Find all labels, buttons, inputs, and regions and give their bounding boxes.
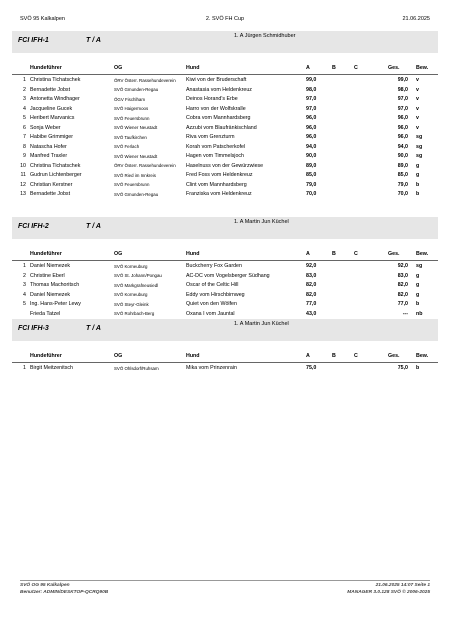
dog-name: Oxana I vom Jauntal xyxy=(186,310,235,317)
footer-club: SVÖ OG 95 Kalkalpen xyxy=(20,583,70,588)
score-a: 83,0 xyxy=(306,272,317,279)
footer-timestamp-page: 21.06.2025 14:07 Seite 1 xyxy=(375,583,430,588)
table-row xyxy=(12,189,438,199)
dog-name: Riva vom Grenzturm xyxy=(186,134,235,140)
score-a: 98,0 xyxy=(306,86,317,93)
col-bew: Bew. xyxy=(416,65,429,71)
col-a: A xyxy=(306,251,310,257)
page-header xyxy=(20,16,430,26)
score-a: 82,0 xyxy=(306,282,317,288)
table-row xyxy=(12,170,438,180)
footer-divider xyxy=(20,580,430,581)
dog-name: Harro von der Wolfskralle xyxy=(186,105,246,112)
score-total: 79,0 xyxy=(397,181,408,188)
handler-name: Natascha Hofer xyxy=(30,143,67,150)
table-row xyxy=(12,290,438,300)
dog-name: Kiwi von der Bruderschaft xyxy=(186,77,247,83)
judge-name: 1. A Martin Jun Küchel xyxy=(234,321,289,327)
rank: 4 xyxy=(23,105,26,112)
handler-name: Bernadette Jobst xyxy=(30,86,71,93)
table-row xyxy=(12,113,438,123)
rank: 7 xyxy=(23,134,26,140)
class-section xyxy=(12,31,438,199)
score-total: 90,0 xyxy=(397,153,408,159)
col-hundefuehrer: Hundeführer xyxy=(30,65,62,71)
rating: v xyxy=(416,96,419,102)
judge-name: 1. A Martin Jun Küchel xyxy=(234,219,289,225)
col-c: C xyxy=(354,353,358,359)
table-row xyxy=(12,123,438,133)
table-row xyxy=(12,132,438,142)
rating: g xyxy=(416,272,420,279)
rank: 1 xyxy=(23,263,26,269)
table-row xyxy=(12,363,438,373)
dog-name: Anastasia vom Heldenkreuz xyxy=(186,86,252,93)
rating: b xyxy=(416,301,420,307)
footer-software: MANAGER 3.0.128 SVÖ © 2006-2025 xyxy=(347,590,430,595)
score-a: 97,0 xyxy=(306,105,317,112)
score-total: 82,0 xyxy=(397,282,408,288)
dog-name: AC-DC vom Vogelsberger Südhang xyxy=(186,272,270,279)
club-og: SVÖ Korneuburg xyxy=(114,263,148,269)
handler-name: Birgit Meitzenitsch xyxy=(30,365,73,371)
col-og: OG xyxy=(114,65,123,71)
rating: g xyxy=(416,162,420,169)
rating: sg xyxy=(416,143,423,150)
class-subtitle: T / A xyxy=(86,223,101,230)
club-og: SVÖ Steyr-Gleink xyxy=(114,301,149,307)
rating: sg xyxy=(416,263,423,269)
club-og: SVÖ Korneuburg xyxy=(114,292,148,298)
handler-name: Daniel Niemezek xyxy=(30,263,71,269)
handler-name: Sonja Weber xyxy=(30,124,61,131)
rank: 8 xyxy=(23,143,26,150)
club-og: SVÖ Rohrbach-Berg xyxy=(114,311,155,317)
table-row xyxy=(12,94,438,104)
dog-name: Oscar of the Celtic Hill xyxy=(186,282,239,288)
club-og: SVÖ Feuersbrunn xyxy=(114,115,150,121)
rank: 5 xyxy=(23,301,26,307)
dog-name: Clint vom Mannhardsberg xyxy=(186,181,247,188)
score-total: 82,0 xyxy=(397,291,408,298)
event-date: 21.06.2025 xyxy=(402,16,430,22)
score-total: 75,0 xyxy=(397,365,408,371)
score-a: 77,0 xyxy=(306,301,317,307)
judge-name: 1. A Jürgen Schmidhuber xyxy=(234,33,296,39)
rating: b xyxy=(416,191,420,197)
table-row xyxy=(12,261,438,271)
table-row xyxy=(12,142,438,152)
rating: v xyxy=(416,115,419,121)
club-og: SVÖ St. Johann/Pongau xyxy=(114,273,162,279)
rank: 12 xyxy=(20,181,26,188)
dog-name: Hagen vom Timmelsjoch xyxy=(186,153,244,159)
col-b: B xyxy=(332,353,336,359)
dog-name: Haselnuss von der Gewürzwiese xyxy=(186,162,264,169)
col-og: OG xyxy=(114,251,123,257)
handler-name: Christian Kerstner xyxy=(30,181,73,188)
score-total: 97,0 xyxy=(397,96,408,102)
score-a: 99,0 xyxy=(306,77,317,83)
score-a: 96,0 xyxy=(306,115,317,121)
table-row xyxy=(12,161,438,171)
rank: 3 xyxy=(23,282,26,288)
score-total: 94,0 xyxy=(397,143,408,150)
score-a: 89,0 xyxy=(306,162,317,169)
table-row xyxy=(12,75,438,85)
col-bew: Bew. xyxy=(416,353,429,359)
footer-user: Benutzer: ADMIN/DESKTOP-QCRQ90B xyxy=(20,590,109,595)
rank: 4 xyxy=(23,291,26,298)
club-og: ÖRV Österr. Rassehundeverein xyxy=(114,163,176,169)
dog-name: Buckcherry Fox Garden xyxy=(186,263,242,269)
score-total: 89,0 xyxy=(397,162,408,169)
rating: sg xyxy=(416,153,423,159)
rating: g xyxy=(416,291,420,298)
class-name: FCI IFH-2 xyxy=(18,223,49,230)
handler-name: Ing. Hans-Peter Lewy xyxy=(30,301,81,307)
handler-name: Frieda Tatzel xyxy=(30,310,61,317)
club-og: SVÖ Gmunden-Regau xyxy=(114,87,159,93)
club-og: SVÖ Ferlach xyxy=(114,144,140,150)
score-a: 43,0 xyxy=(306,310,317,317)
rank: 2 xyxy=(23,272,26,279)
club-og: SVÖ Gmunden-Regau xyxy=(114,191,159,197)
dog-name: Quiet von den Wölfen xyxy=(186,301,237,307)
club-og: SVÖ Ried im Innkreis xyxy=(114,172,156,178)
handler-name: Christine Eberl xyxy=(30,272,65,279)
club-og: SVÖ Ohlsdorf/Ruhsam xyxy=(114,365,159,371)
class-section xyxy=(12,319,438,373)
rank: 11 xyxy=(20,172,26,178)
club-og: ÖGV Fischlham xyxy=(114,96,145,102)
handler-name: Bernadette Jobst xyxy=(30,191,71,197)
class-header-band xyxy=(12,319,438,341)
col-a: A xyxy=(306,65,310,71)
rating: nb xyxy=(416,310,423,317)
rank: 2 xyxy=(23,86,26,93)
score-a: 82,0 xyxy=(306,291,317,298)
club-og: SVÖ Wiener Neustadt xyxy=(114,125,158,131)
rating: b xyxy=(416,181,420,188)
table-row xyxy=(12,104,438,114)
rating: b xyxy=(416,365,420,371)
handler-name: Thomas Machoritsch xyxy=(30,282,80,288)
column-header-row xyxy=(12,249,438,261)
dog-name: Deinos Horand's Erbe xyxy=(186,96,238,102)
rank: 6 xyxy=(23,124,26,131)
rank: 3 xyxy=(23,96,26,102)
score-a: 85,0 xyxy=(306,172,317,178)
score-total: --- xyxy=(402,310,408,317)
club-og: SVÖ Markgrafneusiedl xyxy=(114,282,159,288)
rank: 9 xyxy=(23,153,26,159)
score-a: 94,0 xyxy=(306,143,317,150)
score-total: 85,0 xyxy=(397,172,408,178)
column-header-row xyxy=(12,351,438,363)
score-total: 96,0 xyxy=(397,115,408,121)
col-ges: Ges. xyxy=(388,65,400,71)
score-a: 75,0 xyxy=(306,365,317,371)
col-hundefuehrer: Hundeführer xyxy=(30,353,62,359)
score-total: 83,0 xyxy=(397,272,408,279)
col-hund: Hund xyxy=(186,251,200,257)
rating: v xyxy=(416,105,419,112)
score-a: 96,0 xyxy=(306,134,317,140)
col-hund: Hund xyxy=(186,353,200,359)
score-a: 79,0 xyxy=(306,181,317,188)
dog-name: Eddy vom Hirschbirnweg xyxy=(186,291,245,298)
table-row xyxy=(12,299,438,309)
score-total: 99,0 xyxy=(397,77,408,83)
class-section xyxy=(12,217,438,318)
rank: 1 xyxy=(23,77,26,83)
class-name: FCI IFH-1 xyxy=(18,37,49,44)
table-row xyxy=(12,85,438,95)
rank: 5 xyxy=(23,115,26,121)
score-total: 96,0 xyxy=(397,134,408,140)
rating: g xyxy=(416,172,420,178)
score-total: 96,0 xyxy=(397,124,408,131)
score-a: 70,0 xyxy=(306,191,317,197)
table-row xyxy=(12,280,438,290)
col-b: B xyxy=(332,65,336,71)
rank: 10 xyxy=(20,162,26,169)
rating: v xyxy=(416,124,419,131)
class-subtitle: T / A xyxy=(86,37,101,44)
class-header-band xyxy=(12,217,438,239)
score-a: 97,0 xyxy=(306,96,317,102)
club-og: SVÖ Taufkirchen xyxy=(114,134,147,140)
col-hund: Hund xyxy=(186,65,200,71)
score-a: 90,0 xyxy=(306,153,317,159)
col-bew: Bew. xyxy=(416,251,429,257)
table-row xyxy=(12,151,438,161)
handler-name: Manfred Traxler xyxy=(30,153,68,159)
handler-name: Heribert Marvanics xyxy=(30,115,75,121)
handler-name: Habibe Grimmiger xyxy=(30,134,73,140)
dog-name: Franziska vom Heldenkreuz xyxy=(186,191,252,197)
score-a: 96,0 xyxy=(306,124,317,131)
rating: sg xyxy=(416,134,423,140)
rank: 1 xyxy=(23,365,26,371)
table-row xyxy=(12,271,438,281)
club-og: SVÖ Haigermoos xyxy=(114,106,149,112)
score-total: 97,0 xyxy=(397,105,408,112)
table-row xyxy=(12,309,438,319)
club-og: SVÖ Feuersbrunn xyxy=(114,182,150,188)
handler-name: Christina Tichatschek xyxy=(30,77,81,83)
dog-name: Azzubi vom Blaufränkischland xyxy=(186,124,257,131)
score-total: 70,0 xyxy=(397,191,408,197)
handler-name: Christina Tichatschek xyxy=(30,162,81,169)
dog-name: Mika vom Prinzenrain xyxy=(186,365,237,371)
class-header-band xyxy=(12,31,438,53)
dog-name: Korah vom Patscherkofel xyxy=(186,143,246,150)
score-total: 98,0 xyxy=(397,86,408,93)
handler-name: Gudrun Lichtenberger xyxy=(30,172,82,178)
class-name: FCI IFH-3 xyxy=(18,325,49,332)
rating: v xyxy=(416,86,419,93)
score-a: 92,0 xyxy=(306,263,317,269)
col-b: B xyxy=(332,251,336,257)
club-name: SVÖ 95 Kalkalpen xyxy=(20,16,65,22)
dog-name: Cobra vom Mannhardsberg xyxy=(186,115,251,121)
table-row xyxy=(12,180,438,190)
col-c: C xyxy=(354,65,358,71)
col-og: OG xyxy=(114,353,123,359)
score-total: 77,0 xyxy=(397,301,408,307)
col-hundefuehrer: Hundeführer xyxy=(30,251,62,257)
handler-name: Jacqueline Gucek xyxy=(30,105,73,112)
event-title: 2. SVÖ FH Cup xyxy=(205,16,245,22)
score-total: 92,0 xyxy=(397,263,408,269)
rank: 13 xyxy=(20,191,26,197)
club-og: ÖRV Österr. Rassehundeverein xyxy=(114,77,176,83)
class-subtitle: T / A xyxy=(86,325,101,332)
handler-name: Daniel Niemezek xyxy=(30,291,71,298)
col-c: C xyxy=(354,251,358,257)
club-og: SVÖ Wiener Neustadt xyxy=(114,153,158,159)
col-ges: Ges. xyxy=(388,251,400,257)
handler-name: Antonetta Windhager xyxy=(30,96,80,102)
rating: g xyxy=(416,282,420,288)
col-ges: Ges. xyxy=(388,353,400,359)
rating: v xyxy=(416,77,419,83)
dog-name: Fred Foss vom Heldenkreuz xyxy=(186,172,253,178)
col-a: A xyxy=(306,353,310,359)
column-header-row xyxy=(12,63,438,75)
